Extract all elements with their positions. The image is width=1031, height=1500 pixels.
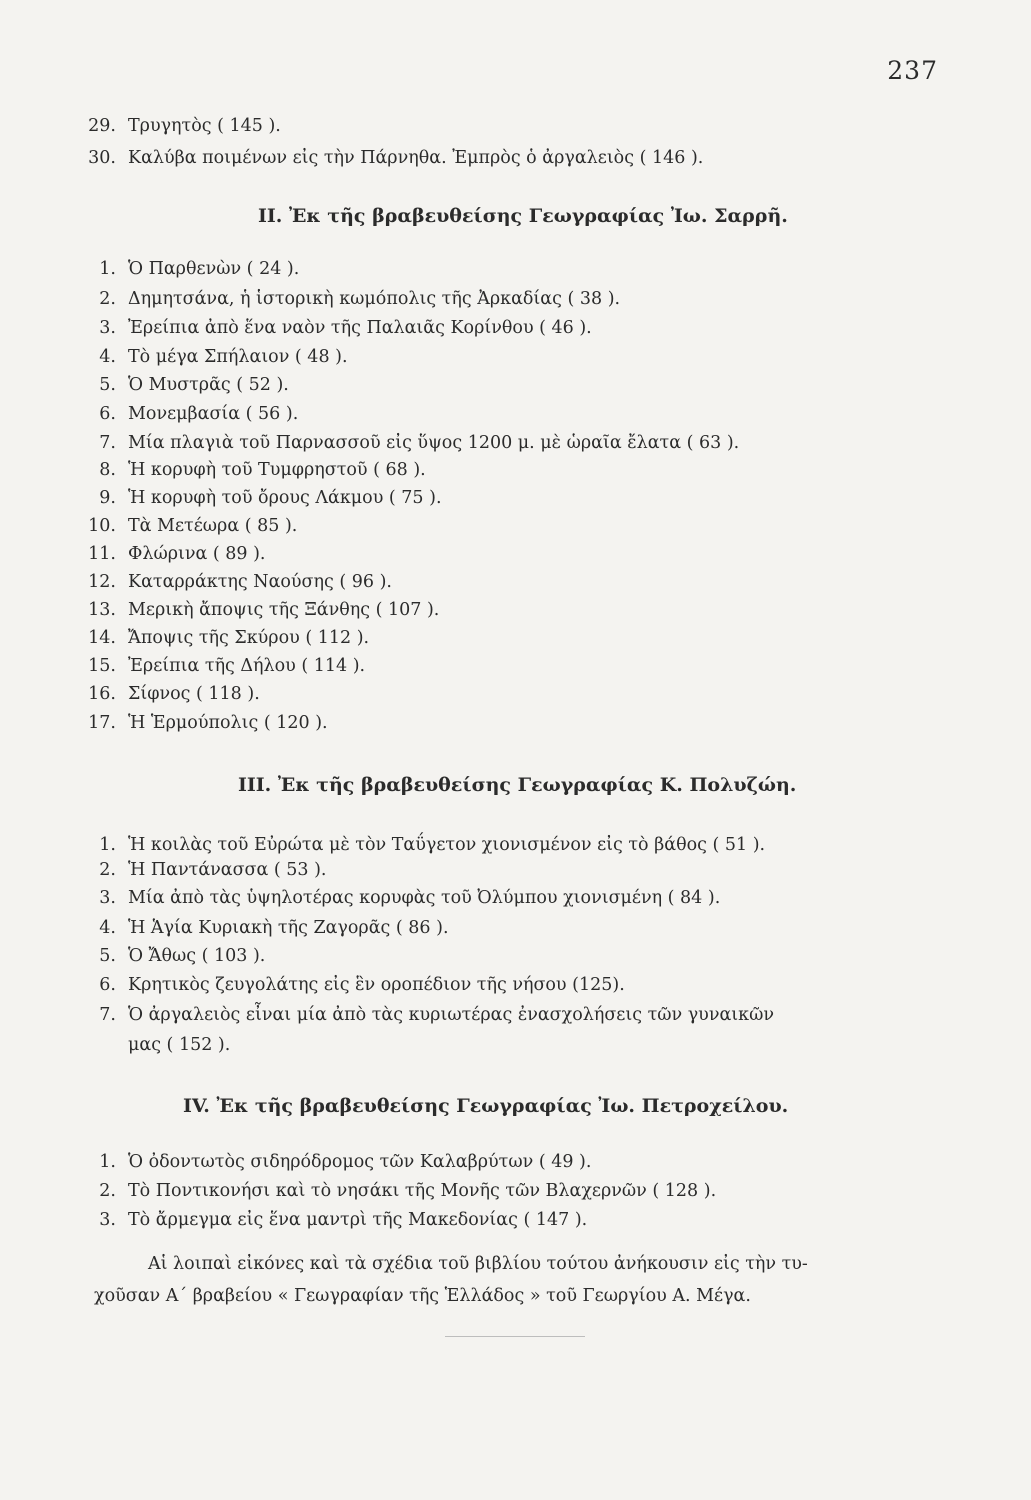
list-item-text: Ἐρείπια τῆς Δήλου ( 114 ). xyxy=(128,656,366,676)
list-item xyxy=(78,886,720,910)
list-item-text: Σίφνος ( 118 ). xyxy=(128,684,260,704)
list-item xyxy=(78,514,297,538)
list-item-text: Τὸ Ποντικονήσι καὶ τὸ νησάκι τῆς Μονῆς τῶν Βλαχερνῶν ( 128 ). xyxy=(128,1181,717,1201)
list-item xyxy=(78,626,369,650)
list-item xyxy=(78,598,439,622)
list-item-number: 30. xyxy=(88,148,116,168)
list-item xyxy=(78,1208,587,1232)
list-item-text: Ἡ Ἁγία Κυριακὴ τῆς Ζαγορᾶς ( 86 ). xyxy=(128,918,449,938)
list-item-text: Καλύβα ποιμένων εἰς τὴν Πάρνηθα. Ἐμπρὸς ὁ ἀργαλειὸς ( 146 ). xyxy=(128,148,704,168)
list-item-text: Ὁ Παρθενὼν ( 24 ). xyxy=(128,259,300,279)
list-item-text: Καταρράκτης Ναούσης ( 96 ). xyxy=(128,572,392,592)
section-heading: II. Ἐκ τῆς βραβευθείσης Γεωγραφίας Ἰω. Σαρρῆ. xyxy=(258,205,788,227)
list-item xyxy=(78,402,298,426)
list-item-text: Ἡ κορυφὴ τοῦ Τυμφρηστοῦ ( 68 ). xyxy=(128,460,426,480)
list-item-text: Ὁ Μυστρᾶς ( 52 ). xyxy=(128,375,289,395)
list-item-number: 2. xyxy=(99,860,116,880)
list-item-number: 17. xyxy=(88,713,116,733)
list-item-text: Τὰ Μετέωρα ( 85 ). xyxy=(128,516,298,536)
list-item-continuation: μας ( 152 ). xyxy=(128,1035,231,1055)
list-item xyxy=(78,858,326,882)
list-item xyxy=(78,287,620,311)
list-item xyxy=(78,1003,774,1027)
list-item xyxy=(78,944,265,968)
list-item-number: 12. xyxy=(88,572,116,592)
list-item xyxy=(78,316,592,340)
list-item-text: Ἐρείπια ἀπὸ ἕνα ναὸν τῆς Παλαιᾶς Κορίνθου ( 46 ). xyxy=(128,318,592,338)
list-item xyxy=(78,1150,591,1174)
list-item-number: 3. xyxy=(99,318,116,338)
list-item xyxy=(78,1179,716,1203)
list-item-text: Ὁ ἀργαλειὸς εἶναι μία ἀπὸ τὰς κυριωτέρας ἐνασχολήσεις τῶν γυναικῶν xyxy=(128,1005,774,1025)
list-item-text: Ὁ Ἄθως ( 103 ). xyxy=(128,946,266,966)
list-item-number: 6. xyxy=(99,404,116,424)
list-item-text: Μερικὴ ἄποψις τῆς Ξάνθης ( 107 ). xyxy=(128,600,440,620)
list-item-number: 1. xyxy=(99,835,116,855)
list-item-text: Μία πλαγιὰ τοῦ Παρνασσοῦ εἰς ὕψος 1200 μ. μὲ ὡραῖα ἔλατα ( 63 ). xyxy=(128,433,740,453)
list-item-text: Κρητικὸς ζευγολάτης εἰς ἓν οροπέδιον τῆς νήσου (125). xyxy=(128,975,625,995)
list-item-number: 7. xyxy=(99,1005,116,1025)
list-item-text: Μία ἀπὸ τὰς ὑψηλοτέρας κορυφὰς τοῦ Ὀλύμπου χιονισμένη ( 84 ). xyxy=(128,888,721,908)
list-item-text: Μονεμβασία ( 56 ). xyxy=(128,404,299,424)
list-item-text: Ὁ ὀδοντωτὸς σιδηρόδρομος τῶν Καλαβρύτων ( 49 ). xyxy=(128,1152,592,1172)
list-item-number: 4. xyxy=(99,347,116,367)
list-item xyxy=(78,431,739,455)
list-item xyxy=(78,682,260,706)
list-item-number: 1. xyxy=(99,259,116,279)
list-item-number: 7. xyxy=(99,433,116,453)
list-item-number: 14. xyxy=(88,628,116,648)
list-item-number: 6. xyxy=(99,975,116,995)
list-item xyxy=(78,345,348,369)
list-item-text: Ἄποψις τῆς Σκύρου ( 112 ). xyxy=(128,628,370,648)
list-item xyxy=(78,542,266,566)
list-item xyxy=(78,916,449,940)
list-item-number: 3. xyxy=(99,1210,116,1230)
closing-paragraph-line-1: Αἱ λοιπαὶ εἰκόνες καὶ τὰ σχέδια τοῦ βιβλίου τούτου ἀνήκουσιν εἰς τὴν τυ- xyxy=(148,1254,808,1274)
list-item-number: 11. xyxy=(88,544,116,564)
list-item-number: 10. xyxy=(88,516,116,536)
list-item-text: Φλώρινα ( 89 ). xyxy=(128,544,266,564)
list-item-text: Ἡ Ἑρμούπολις ( 120 ). xyxy=(128,713,328,733)
list-item-number: 3. xyxy=(99,888,116,908)
list-item xyxy=(78,570,392,594)
list-item-text: Ἡ κορυφὴ τοῦ ὄρους Λάκμου ( 75 ). xyxy=(128,488,442,508)
end-rule xyxy=(445,1336,585,1337)
list-item-number: 16. xyxy=(88,684,116,704)
list-item xyxy=(78,114,281,138)
list-item xyxy=(78,373,289,397)
list-item-number: 29. xyxy=(88,116,116,136)
list-item xyxy=(78,654,365,678)
page-number: 237 xyxy=(887,56,938,85)
list-item-number: 13. xyxy=(88,600,116,620)
list-item-number: 15. xyxy=(88,656,116,676)
list-item xyxy=(78,711,328,735)
list-item xyxy=(78,458,426,482)
list-item-number: 5. xyxy=(99,375,116,395)
list-item-text: Τὸ ἄρμεγμα εἰς ἕνα μαντρὶ τῆς Μακεδονίας ( 147 ). xyxy=(128,1210,588,1230)
list-item xyxy=(78,833,765,857)
list-item-number: 2. xyxy=(99,289,116,309)
section-heading: III. Ἐκ τῆς βραβευθείσης Γεωγραφίας Κ. Πολυζώη. xyxy=(238,774,797,796)
list-item-number: 5. xyxy=(99,946,116,966)
list-item-text: Τρυγητὸς ( 145 ). xyxy=(128,116,281,136)
list-item-number: 4. xyxy=(99,918,116,938)
list-item-number: 1. xyxy=(99,1152,116,1172)
list-item-number: 2. xyxy=(99,1181,116,1201)
list-item xyxy=(78,973,625,997)
list-item xyxy=(78,146,703,170)
list-item-text: Τὸ μέγα Σπήλαιον ( 48 ). xyxy=(128,347,348,367)
list-item-text: Ἡ Παντάνασσα ( 53 ). xyxy=(128,860,327,880)
list-item-number: 9. xyxy=(99,488,116,508)
list-item xyxy=(78,486,442,510)
list-item xyxy=(78,257,299,281)
list-item-number: 8. xyxy=(99,460,116,480)
list-item-text: Δημητσάνα, ἡ ἱστορικὴ κωμόπολις τῆς Ἀρκαδίας ( 38 ). xyxy=(128,289,621,309)
closing-paragraph-line-2: χοῦσαν Α΄ βραβείου « Γεωγραφίαν τῆς Ἑλλάδος » τοῦ Γεωργίου Α. Μέγα. xyxy=(94,1286,751,1306)
list-item-text: Ἡ κοιλὰς τοῦ Εὐρώτα μὲ τὸν Ταΰγετον χιονισμένον εἰς τὸ βάθος ( 51 ). xyxy=(128,835,766,855)
section-heading: IV. Ἐκ τῆς βραβευθείσης Γεωγραφίας Ἰω. Πετροχείλου. xyxy=(183,1095,789,1117)
